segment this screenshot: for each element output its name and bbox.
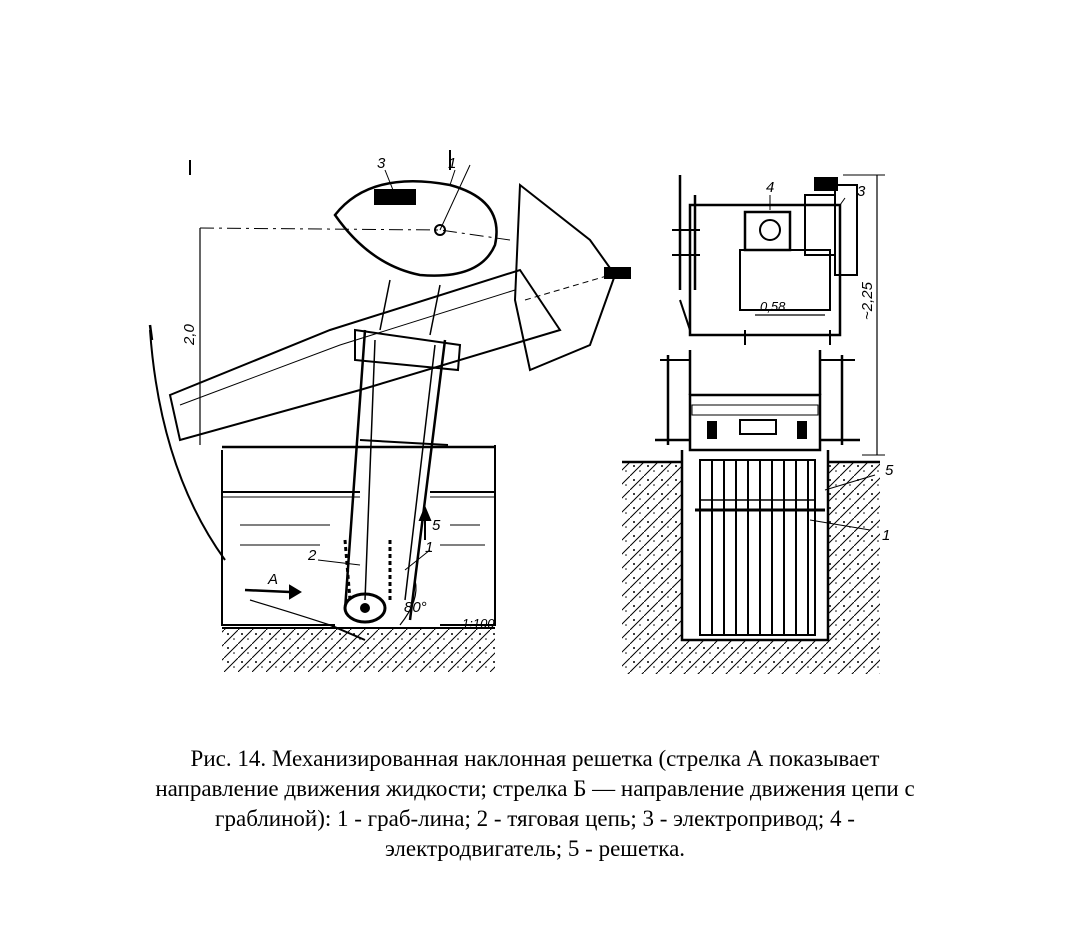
- soil-left: [622, 462, 682, 674]
- motor: [745, 212, 790, 250]
- label-5-right: 5: [885, 462, 894, 479]
- arrow-a: [245, 590, 290, 592]
- front-view: [622, 175, 885, 674]
- screen-bars: [695, 460, 825, 635]
- label-dim-0-58: 0,58: [760, 299, 786, 314]
- label-5-left: 5: [432, 517, 441, 534]
- figure-caption: [40, 744, 1030, 864]
- caption-line-3: граблиной): 1 - граб-лина; 2 - тяговая цепь; 3 - электропривод; 4 -: [215, 806, 855, 831]
- soil-base-left: [222, 628, 495, 672]
- label-1-right: 1: [882, 527, 891, 544]
- label-dim-2-25: ~2,25: [859, 282, 876, 320]
- soil-right: [828, 462, 880, 674]
- label-angle: 80°: [404, 599, 427, 616]
- gearbox: [835, 185, 857, 275]
- label-arrow-a: A: [268, 571, 279, 588]
- label-4: 4: [766, 179, 775, 196]
- label-scale: 1:100: [462, 616, 495, 631]
- rake-frame: [345, 330, 445, 620]
- label-1-left: 1: [425, 539, 434, 556]
- label-3-left: 3: [377, 155, 386, 172]
- label-dim-2-0: 2,0: [181, 324, 198, 345]
- swing-arc: [150, 330, 225, 560]
- side-view: [150, 150, 630, 672]
- caption-line-2: направление движения жидкости; стрелка Б — направление движения цепи с: [155, 776, 915, 801]
- label-2: 2: [308, 547, 317, 564]
- channel-wall-right: [440, 445, 495, 625]
- bucket: [515, 185, 615, 370]
- soil-bottom: [682, 640, 828, 674]
- label-3-right: 3: [857, 183, 866, 200]
- chute: [170, 270, 560, 440]
- label-1-top: 1: [448, 155, 457, 172]
- channel-wall-left: [222, 450, 335, 625]
- caption-line-1: Рис. 14. Механизированная наклонная решетка (стрелка А показывает: [190, 746, 880, 771]
- caption-line-4: электродвигатель; 5 - решетка.: [384, 836, 686, 861]
